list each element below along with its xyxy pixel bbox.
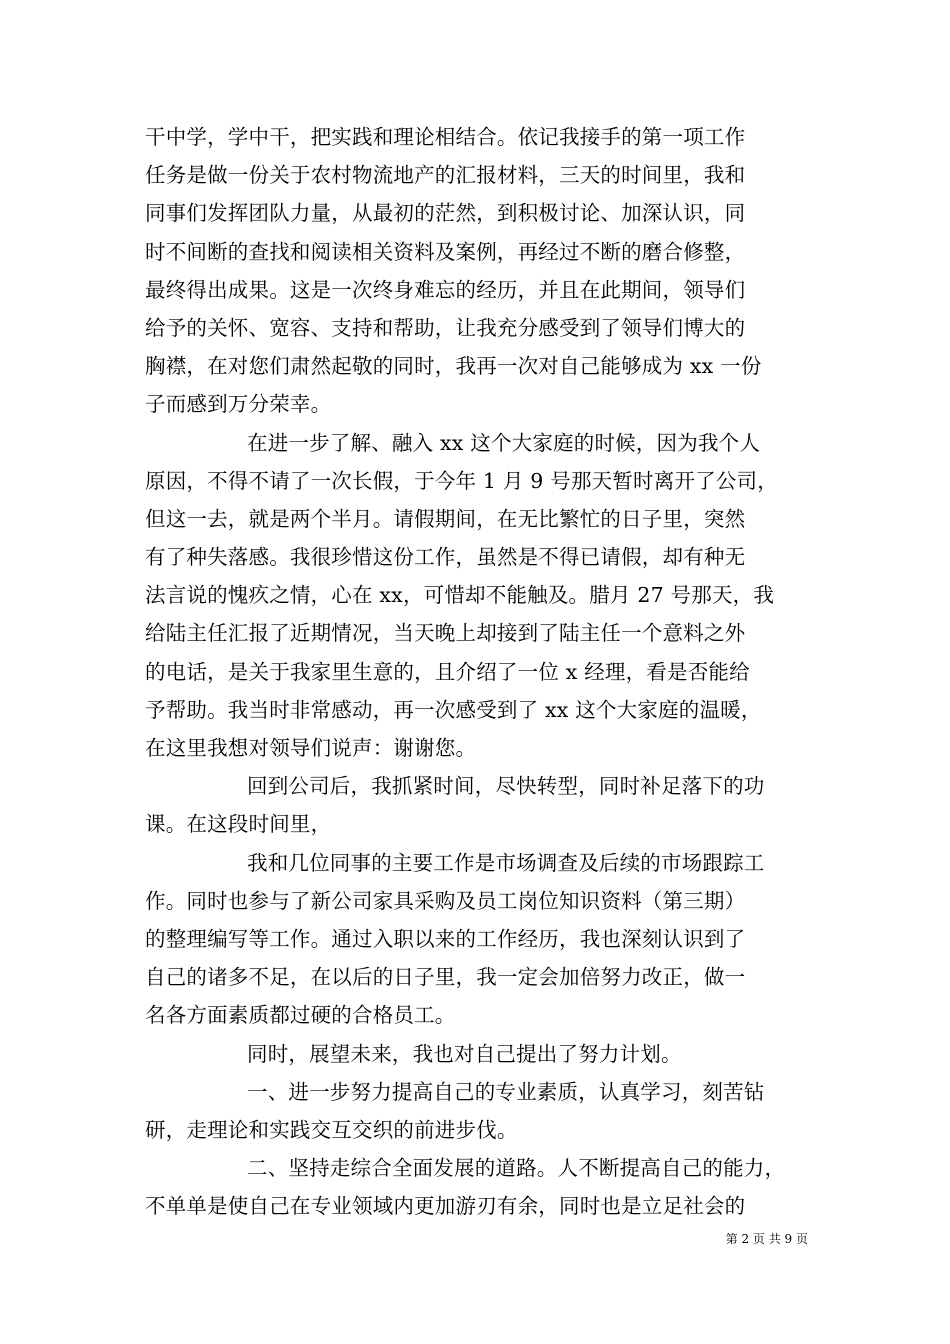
text-line: 给陆主任汇报了近期情况，当天晚上却接到了陆主任一个意料之外 [145, 621, 746, 646]
text-line: 任务是做一份关于农村物流地产的汇报材料，三天的时间里，我和 [145, 163, 746, 188]
text-line: 作。同时也参与了新公司家具采购及员工岗位知识资料（第三期） [145, 888, 746, 913]
text-line: 最终得出成果。这是一次终身难忘的经历，并且在此期间，领导们 [145, 277, 746, 302]
text-line: 子而感到万分荣幸。 [145, 392, 332, 417]
text-line: 干中学，学中干，把实践和理论相结合。依记我接手的第一项工作 [145, 125, 746, 149]
text-line: 胸襟，在对您们肃然起敬的同时，我再一次对自己能够成为 xx 一份 [145, 354, 762, 379]
text-line: 时不间断的查找和阅读相关资料及案例，再经过不断的磨合修整， [145, 239, 746, 264]
paragraph-first-line: 一、进一步努力提高自己的专业素质，认真学习，刻苦钻 [247, 1079, 765, 1104]
text-line: 研，走理论和实践交互交织的前进步伐。 [145, 1117, 518, 1142]
text-line: 自己的诸多不足，在以后的日子里，我一定会加倍努力改正，做一 [145, 965, 746, 990]
document-body [145, 118, 845, 1225]
paragraph-first-line: 我和几位同事的主要工作是市场调查及后续的市场跟踪工 [247, 850, 765, 875]
paragraph-first-line: 二、坚持走综合全面发展的道路。人不断提高自己的能力， [247, 1156, 786, 1181]
text-line: 法言说的愧疚之情，心在 xx，可惜却不能触及。腊月 27 号那天，我 [145, 583, 775, 608]
text-line: 的电话，是关于我家里生意的，且介绍了一位 x 经理，看是否能给 [145, 659, 750, 684]
text-line: 原因，不得不请了一次长假，于今年 1 月 9 号那天暂时离开了公司， [145, 468, 778, 493]
text-line: 给予的关怀、宽容、支持和帮助，让我充分感受到了领导们博大的 [145, 315, 746, 340]
text-line: 不单单是使自己在专业领域内更加游刃有余，同时也是立足社会的 [145, 1194, 746, 1219]
text-line: 予帮助。我当时非常感动，再一次感受到了 xx 这个大家庭的温暖， [145, 697, 762, 722]
page-number-footer: 第 2 页 共 9 页 [725, 1232, 808, 1246]
text-line: 课。在这段时间里， [145, 812, 332, 837]
text-line: 的整理编写等工作。通过入职以来的工作经历，我也深刻认识到了 [145, 926, 746, 951]
text-line: 名各方面素质都过硬的合格员工。 [145, 1003, 456, 1028]
paragraph-first-line: 回到公司后，我抓紧时间，尽快转型，同时补足落下的功 [247, 774, 765, 799]
paragraph-first-line: 同时，展望未来，我也对自己提出了努力计划。 [247, 1041, 682, 1066]
paragraph-first-line: 在进一步了解、融入 xx 这个大家庭的时候，因为我个人 [247, 430, 761, 455]
text-line: 同事们发挥团队力量，从最初的茫然，到积极讨论、加深认识，同 [145, 201, 746, 226]
text-line: 在这里我想对领导们说声：谢谢您。 [145, 736, 477, 760]
text-line: 但这一去，就是两个半月。请假期间，在无比繁忙的日子里，突然 [145, 506, 746, 531]
text-line: 有了种失落感。我很珍惜这份工作，虽然是不得已请假，却有种无 [145, 545, 746, 570]
